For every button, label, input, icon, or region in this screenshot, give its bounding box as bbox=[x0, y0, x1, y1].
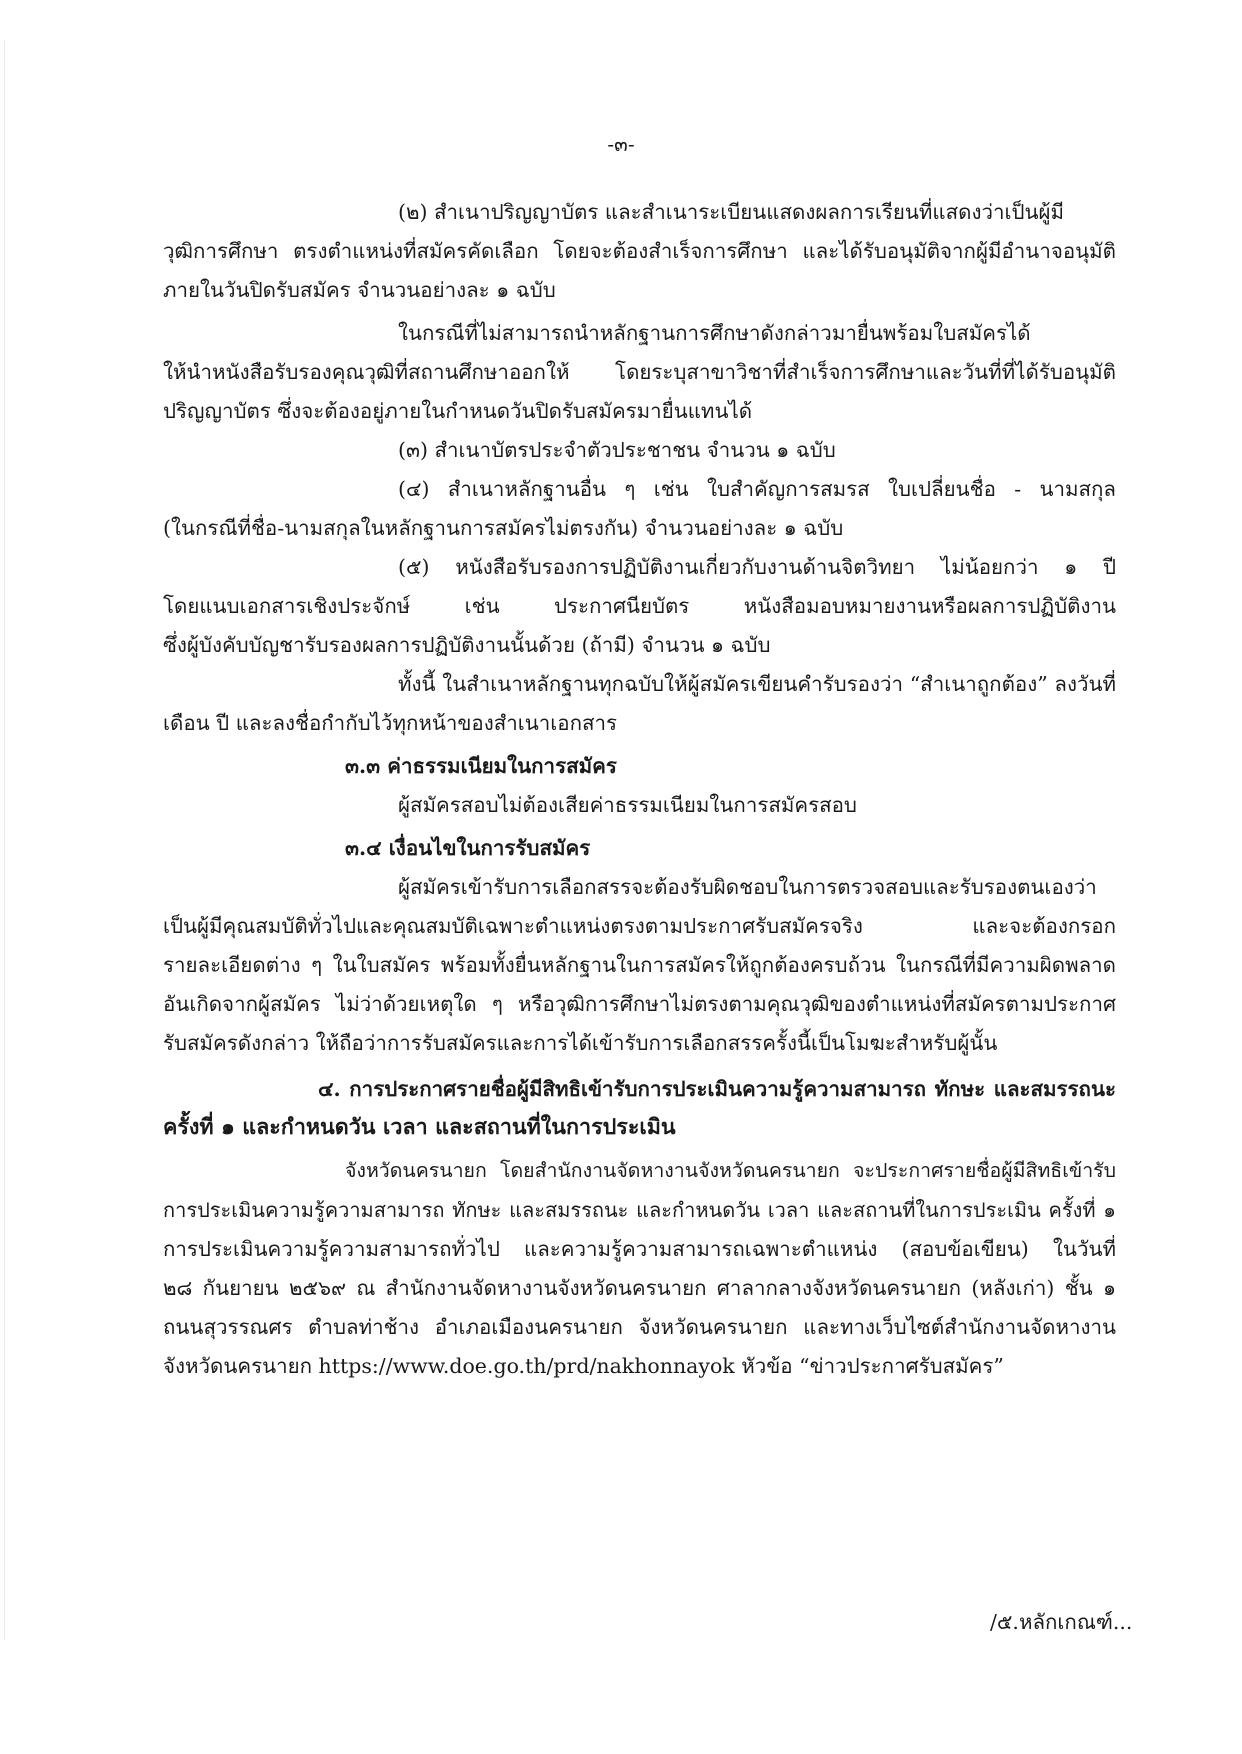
line-1: (๒) สำเนาปริญญาบัตร และสำเนาระเบียนแสดงผลการเรียนที่แสดงว่าเป็นผู้มี bbox=[398, 200, 1065, 224]
line-5: ให้นำหนังสือรับรองคุณวุฒิที่สถานศึกษาออกให้ โดยระบุสาขาวิชาที่สำเร็จการศึกษาและวันที่ที่ได้รับอนุมัติ bbox=[163, 360, 1116, 384]
heading-4: ๔. การประกาศรายชื่อผู้มีสิทธิเข้ารับการประเมินความรู้ความสามารถ ทักษะ และสมรรถนะ bbox=[318, 1077, 1116, 1101]
page-number: -๓- bbox=[607, 132, 635, 156]
line-30: จังหวัดนครนายก https://www.doe.go.th/prd/nakhonnayok หัวข้อ “ข่าวประกาศรับสมัคร” bbox=[163, 1354, 1004, 1378]
heading-3-3: ๓.๓ ค่าธรรมเนียมในการสมัคร bbox=[345, 754, 617, 778]
line-25: จังหวัดนครนายก โดยสำนักงานจัดหางานจังหวัดนครนายก จะประกาศรายชื่อผู้มีสิทธิเข้ารับ bbox=[345, 1159, 1116, 1182]
line-6: ปริญญาบัตร ซึ่งจะต้องอยู่ภายในกำหนดวันปิดรับสมัครมายื่นแทนได้ bbox=[163, 399, 753, 423]
line-9: (ในกรณีที่ชื่อ-นามสกุลในหลักฐานการสมัครไม่ตรงกัน) จำนวนอย่างละ ๑ ฉบับ bbox=[163, 516, 844, 540]
line-12: ซึ่งผู้บังคับบัญชารับรองผลการปฏิบัติงานนั้นด้วย (ถ้ามี) จำนวน ๑ ฉบับ bbox=[163, 633, 771, 657]
line-16: ผู้สมัครสอบไม่ต้องเสียค่าธรรมเนียมในการสมัครสอบ bbox=[398, 793, 857, 817]
line-11: โดยแนบเอกสารเชิงประจักษ์ เช่น ประกาศนียบัตร หนังสือมอบหมายงานหรือผลการปฏิบัติงาน bbox=[163, 594, 1116, 618]
line-3: ภายในวันปิดรับสมัคร จำนวนอย่างละ ๑ ฉบับ bbox=[163, 278, 556, 302]
line-13: ทั้งนี้ ในสำเนาหลักฐานทุกฉบับให้ผู้สมัครเขียนคำรับรองว่า “สำเนาถูกต้อง” ลงวันที่ bbox=[398, 672, 1116, 696]
line-29: ถนนสุวรรณศร ตำบลท่าช้าง อำเภอเมืองนครนายก จังหวัดนครนายก และทางเว็บไซต์สำนักงานจัดหางาน bbox=[163, 1315, 1116, 1339]
line-27: การประเมินความรู้ความสามารถทั่วไป และความรู้ความสามารถเฉพาะตำแหน่ง (สอบข้อเขียน) ในวันที่ bbox=[163, 1237, 1116, 1261]
line-28: ๒๘ กันยายน ๒๕๖๙ ณ สำนักงานจัดหางานจังหวัดนครนายก ศาลากลางจังหวัดนครนายก (หลังเก่า) ชั้น ๑ bbox=[163, 1276, 1116, 1300]
line-2: วุฒิการศึกษา ตรงตำแหน่งที่สมัครคัดเลือก โดยจะต้องสำเร็จการศึกษา และได้รับอนุมัติจากผู้มีอำนาจอนุมัติ bbox=[163, 239, 1116, 263]
scan-edge-line bbox=[4, 40, 5, 1640]
heading-3-4: ๓.๔ เงื่อนไขในการรับสมัคร bbox=[345, 836, 591, 860]
line-7: (๓) สำเนาบัตรประจำตัวประชาชน จำนวน ๑ ฉบับ bbox=[398, 438, 836, 462]
line-10: (๕) หนังสือรับรองการปฏิบัติงานเกี่ยวกับงานด้านจิตวิทยา ไม่น้อยกว่า ๑ ปี bbox=[398, 555, 1116, 579]
line-18: ผู้สมัครเข้ารับการเลือกสรรจะต้องรับผิดชอบในการตรวจสอบและรับรองตนเองว่า bbox=[398, 875, 1097, 899]
footer-continuation: /๕.หลักเกณฑ์... bbox=[990, 1610, 1133, 1634]
line-19: เป็นผู้มีคุณสมบัติทั่วไปและคุณสมบัติเฉพาะตำแหน่งตรงตามประกาศรับสมัครจริง และจะต้องกรอก bbox=[163, 914, 1116, 938]
line-20: รายละเอียดต่าง ๆ ในใบสมัคร พร้อมทั้งยื่นหลักฐานในการสมัครให้ถูกต้องครบถ้วน ในกรณีที่มีความผิดพลาด bbox=[163, 953, 1116, 977]
line-21: อันเกิดจากผู้สมัคร ไม่ว่าด้วยเหตุใด ๆ หรือวุฒิการศึกษาไม่ตรงตามคุณวุฒิของตำแหน่งที่สมัครตามประกาศ bbox=[163, 992, 1116, 1016]
heading-4-cont: ครั้งที่ ๑ และกำหนดวัน เวลา และสถานที่ในการประเมิน bbox=[163, 1115, 676, 1140]
line-14: เดือน ปี และลงชื่อกำกับไว้ทุกหน้าของสำเนาเอกสาร bbox=[163, 711, 618, 735]
line-26: การประเมินความรู้ความสามารถ ทักษะ และสมรรถนะ และกำหนดวัน เวลา และสถานที่ในการประเมิน ครั้งที่ ๑ bbox=[163, 1198, 1116, 1222]
line-8: (๔) สำเนาหลักฐานอื่น ๆ เช่น ใบสำคัญการสมรส ใบเปลี่ยนชื่อ - นามสกุล bbox=[398, 477, 1116, 501]
line-4: ในกรณีที่ไม่สามารถนำหลักฐานการศึกษาดังกล่าวมายื่นพร้อมใบสมัครได้ bbox=[398, 321, 1031, 345]
line-22: รับสมัครดังกล่าว ให้ถือว่าการรับสมัครและการได้เข้ารับการเลือกสรรครั้งนี้เป็นโมฆะสำหรับผู้นั้น bbox=[163, 1031, 998, 1055]
